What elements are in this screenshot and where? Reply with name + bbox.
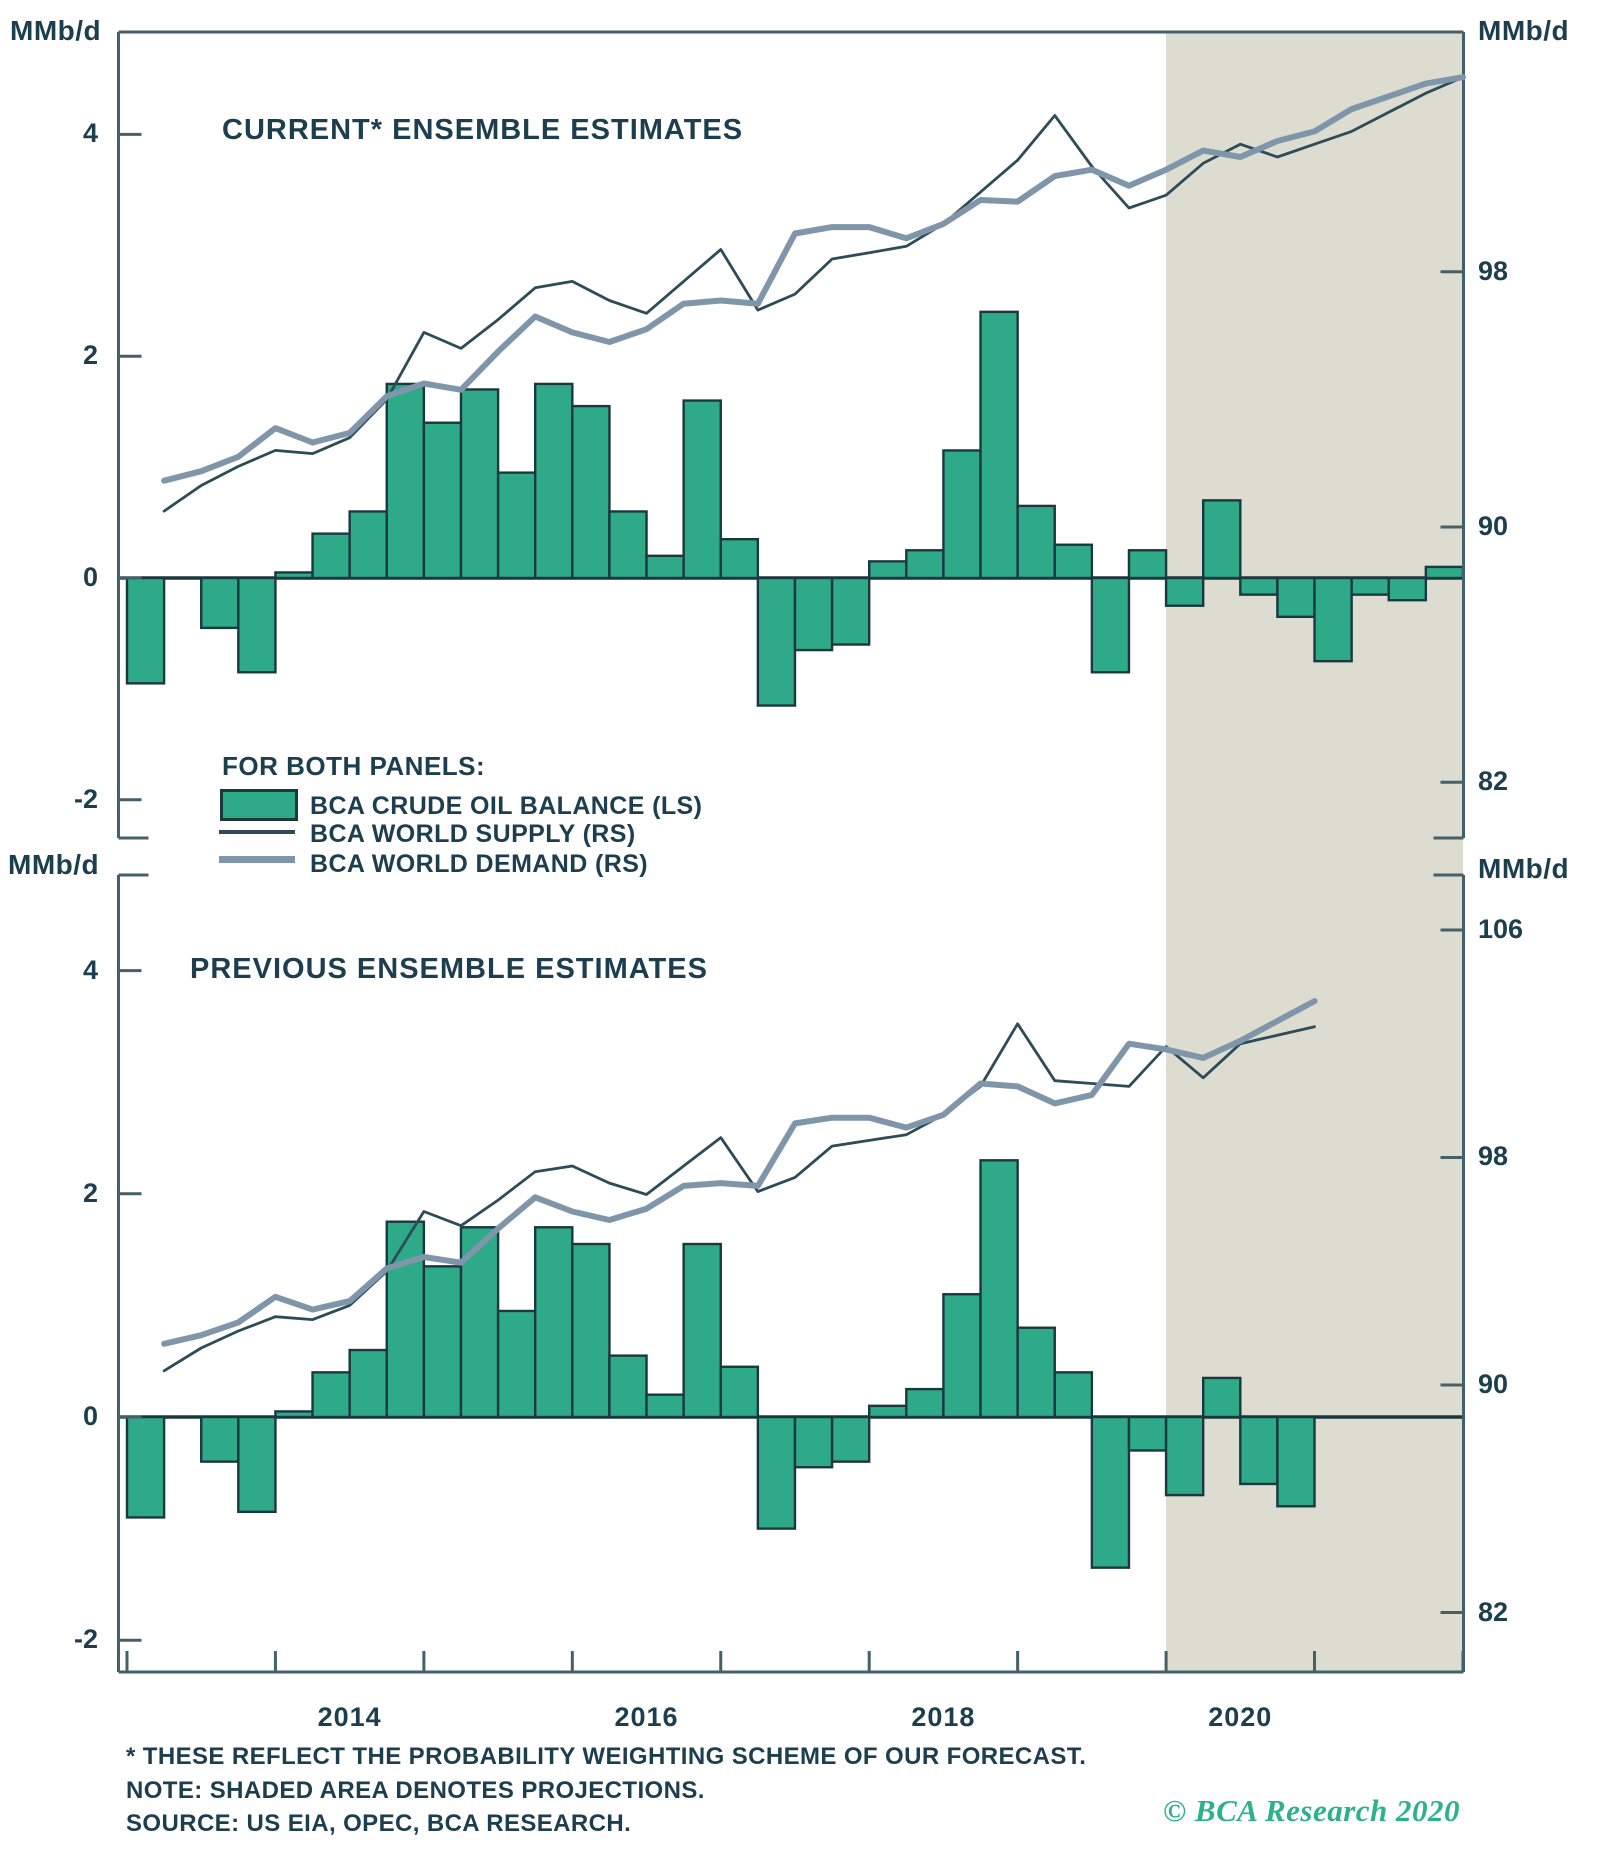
balance-bar: [424, 1266, 461, 1417]
balance-bar: [981, 1160, 1018, 1417]
world-supply-line: [164, 1024, 1314, 1371]
balance-bar: [350, 1350, 387, 1417]
balance-bar: [721, 1367, 758, 1417]
x-axis-year-label: 2014: [317, 1702, 382, 1732]
right-axis-tick-label: 106: [1478, 913, 1524, 944]
x-axis-year-label: 2016: [614, 1702, 679, 1732]
balance-bar: [1092, 578, 1129, 672]
balance-bar: [609, 511, 646, 578]
left-axis-tick-label: -2: [73, 1624, 98, 1655]
balance-bar: [721, 539, 758, 578]
top-panel-left-axis-unit: MMb/d: [10, 15, 102, 46]
balance-bar: [201, 578, 238, 628]
balance-bar: [684, 1244, 721, 1417]
balance-bar: [1203, 500, 1240, 578]
balance-bar: [572, 1244, 609, 1417]
x-axis-year-label: 2018: [911, 1702, 976, 1732]
balance-bar: [350, 511, 387, 578]
balance-bar: [758, 578, 795, 706]
world-demand-line: [164, 1001, 1314, 1344]
left-axis-tick-label: 2: [82, 340, 98, 371]
balance-bar: [906, 1389, 943, 1417]
balance-bar: [387, 1222, 424, 1417]
bca-research-logo: © BCA Research 2020: [1163, 1793, 1461, 1828]
balance-bar: [609, 1356, 646, 1417]
legend-label-world-demand: BCA WORLD DEMAND (RS): [310, 850, 648, 878]
footnote-source: SOURCE: US EIA, OPEC, BCA RESEARCH.: [126, 1810, 632, 1837]
balance-bar: [572, 406, 609, 578]
balance-bar: [1129, 1417, 1166, 1450]
balance-bar: [238, 1417, 275, 1512]
balance-bar: [1352, 578, 1389, 595]
balance-bar: [795, 1417, 832, 1467]
balance-bar: [1426, 567, 1463, 578]
balance-bar: [1240, 578, 1277, 595]
balance-bar: [943, 450, 980, 578]
balance-bar: [1389, 578, 1426, 600]
balance-bar: [795, 578, 832, 650]
balance-bar: [387, 384, 424, 578]
balance-bar: [1055, 545, 1092, 578]
bottom-panel-title: PREVIOUS ENSEMBLE ESTIMATES: [190, 953, 708, 985]
right-axis-tick-label: 98: [1478, 255, 1509, 286]
balance-bar: [498, 1311, 535, 1417]
balance-bar: [127, 578, 164, 683]
balance-bar: [461, 389, 498, 578]
balance-bar: [1018, 1328, 1055, 1417]
legend-label-world-supply: BCA WORLD SUPPLY (RS): [310, 820, 636, 848]
balance-bar: [535, 384, 572, 578]
balance-bar: [424, 423, 461, 578]
balance-bar: [127, 1417, 164, 1517]
balance-bar: [647, 1395, 684, 1417]
balance-bar: [498, 473, 535, 578]
balance-bar: [758, 1417, 795, 1529]
balance-bar: [1166, 1417, 1203, 1495]
balance-bar: [832, 1417, 869, 1462]
balance-bar: [832, 578, 869, 645]
bottom-panel-left-axis-unit: MMb/d: [8, 849, 100, 880]
balance-bar: [869, 1406, 906, 1417]
balance-bar: [1092, 1417, 1129, 1568]
legend-demand-line-icon: [219, 856, 295, 863]
balance-bar: [647, 556, 684, 578]
legend-bar-swatch: [220, 789, 298, 821]
balance-bar: [1018, 506, 1055, 578]
balance-bar: [313, 534, 350, 578]
footnote-shaded-area: NOTE: SHADED AREA DENOTES PROJECTIONS.: [126, 1777, 705, 1804]
balance-bar: [1055, 1372, 1092, 1417]
left-axis-tick-label: -2: [73, 783, 98, 814]
balance-bar: [275, 572, 312, 578]
footnote-forecast: * THESE REFLECT THE PROBABILITY WEIGHTING SCHEME OF OUR FORECAST.: [126, 1743, 1087, 1770]
right-axis-tick-label: 82: [1478, 766, 1509, 797]
balance-bar: [981, 312, 1018, 578]
top-panel-right-axis-unit: MMb/d: [1478, 15, 1570, 46]
balance-bar: [869, 561, 906, 578]
right-axis-tick-label: 98: [1478, 1141, 1509, 1172]
legend-supply-line-icon: [219, 830, 295, 834]
balance-bar: [201, 1417, 238, 1462]
legend-heading: FOR BOTH PANELS:: [222, 751, 486, 781]
balance-bar: [535, 1227, 572, 1417]
balance-bar: [1277, 1417, 1314, 1506]
balance-bar: [684, 401, 721, 578]
left-axis-tick-label: 2: [82, 1177, 98, 1208]
left-axis-tick-label: 4: [82, 954, 98, 985]
balance-bar: [943, 1294, 980, 1417]
right-axis-tick-label: 90: [1478, 1369, 1509, 1399]
balance-bar: [275, 1411, 312, 1417]
balance-bar: [313, 1372, 350, 1417]
left-axis-tick-label: 0: [82, 1401, 98, 1431]
balance-bar: [1129, 550, 1166, 578]
balance-bar: [1166, 578, 1203, 606]
balance-bar: [1277, 578, 1314, 617]
right-axis-tick-label: 90: [1478, 511, 1509, 541]
legend-label-crude-oil-balance: BCA CRUDE OIL BALANCE (LS): [310, 792, 703, 820]
balance-bar: [238, 578, 275, 672]
bottom-panel-right-axis-unit: MMb/d: [1478, 853, 1570, 884]
top-panel-title: CURRENT* ENSEMBLE ESTIMATES: [222, 114, 744, 146]
x-axis-year-label: 2020: [1208, 1702, 1273, 1732]
balance-bar: [1315, 578, 1352, 661]
left-axis-tick-label: 4: [82, 118, 98, 149]
balance-bar: [906, 550, 943, 578]
balance-bar: [1203, 1378, 1240, 1417]
right-axis-tick-label: 82: [1478, 1596, 1509, 1627]
left-axis-tick-label: 0: [82, 562, 98, 592]
balance-bar: [1240, 1417, 1277, 1484]
